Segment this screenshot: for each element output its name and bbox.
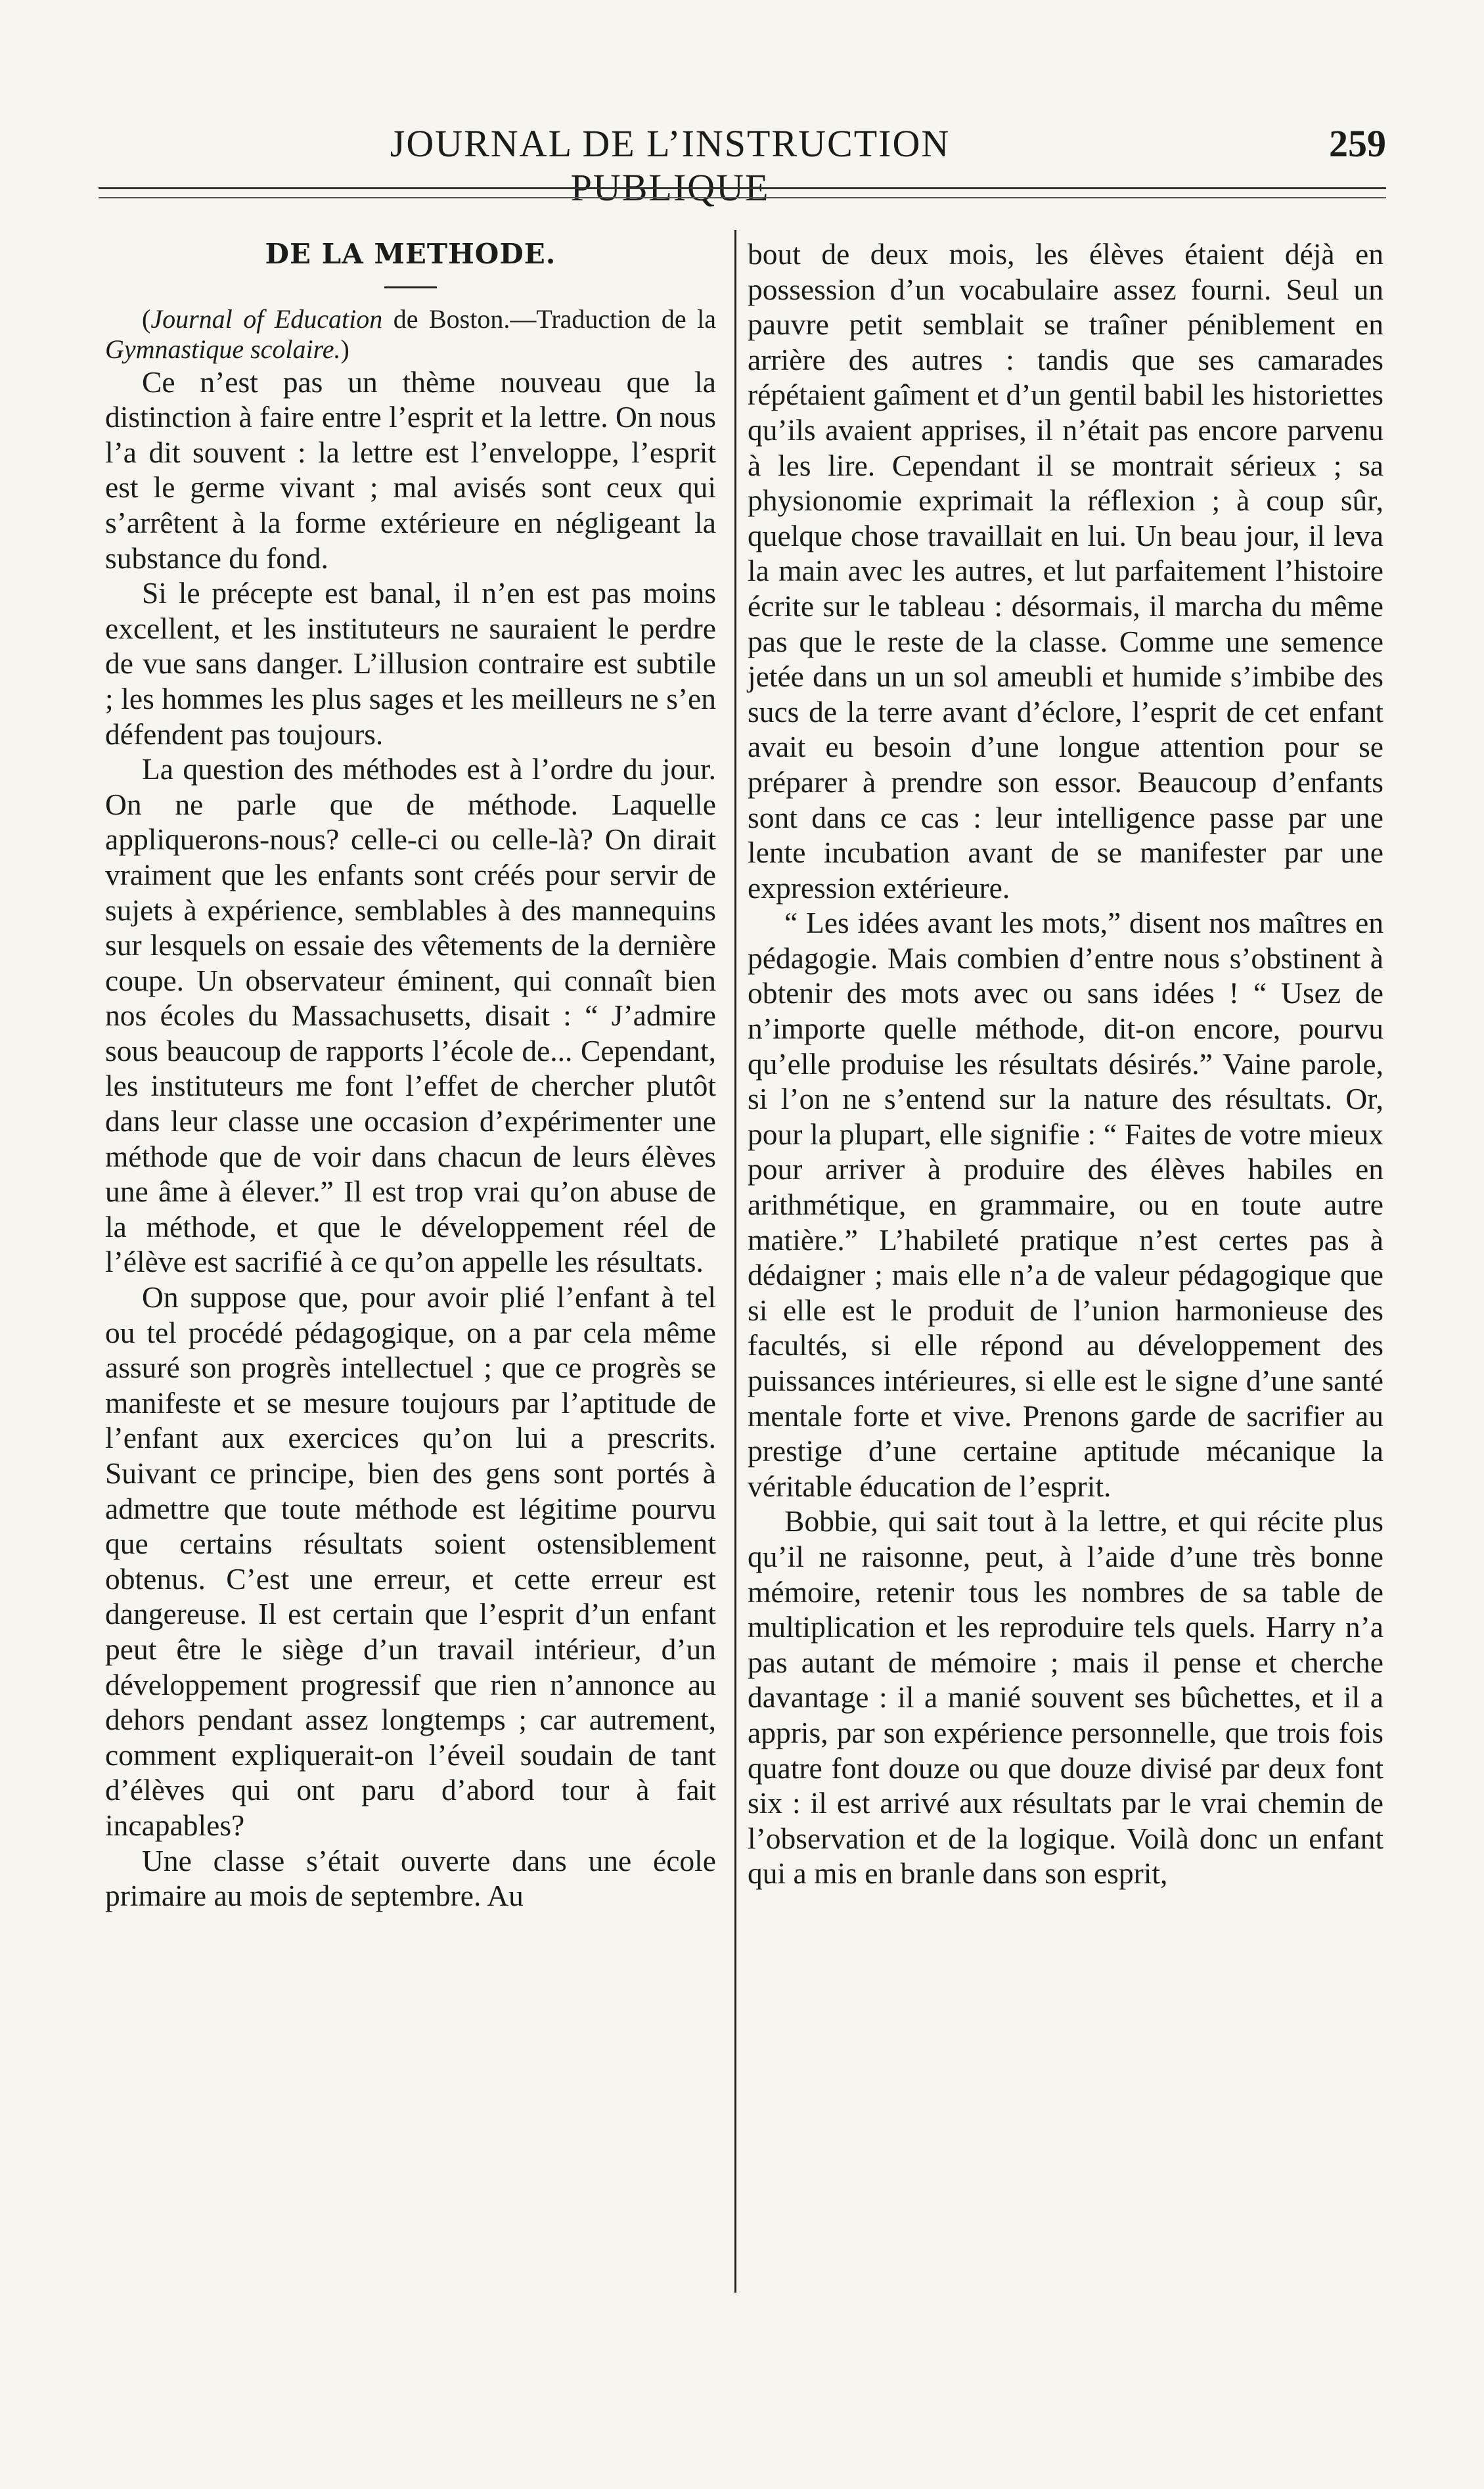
paragraph: Si le précepte est banal, il n’en est pas moins excellent, et les instituteurs ne sauraient le perdre de vue sans danger. L’illusion contraire est subtile ; les hommes les plus sages et les meilleurs ne s’en défendent pas toujours.	[105, 576, 716, 751]
header-rule-secondary	[99, 197, 1386, 198]
paragraph: La question des méthodes est à l’ordre du jour. On ne parle que de méthode. Laquelle appliquerons-nous? celle-ci ou celle-là? On dirait vraiment que les enfants sont créés pour servir de sujets à expérience, semblables à des mannequins sur lesquels on essaie des vêtements de la dernière coupe. Un observateur éminent, qui connaît bien nos écoles du Massachusetts, disait : “ J’admire sous beaucoup de rapports l’école de... Cependant, les instituteurs me font l’effet de chercher plutôt dans leur classe une occasion d’expérimenter une méthode que de voir dans chacun de leurs élèves une âme à élever.” Il est trop vrai qu’on abuse de la méthode, et que le développement réel de l’élève est sacrifié à ce qu’on appelle les résultats.	[105, 752, 716, 1279]
article-source	[105, 304, 716, 365]
article-title: DE LA METHODE.	[265, 238, 556, 270]
right-column	[748, 236, 1383, 1891]
paragraph: “ Les idées avant les mots,” disent nos maîtres en pédagogie. Mais combien d’entre nous s’obstinent à obtenir des mots avec ou sans idées ! “ Usez de n’importe quelle méthode, dit-on encore, pourvu qu’elle produise les résultats désirés.” Vaine parole, si l’on ne s’entend sur la nature des résultats. Or, pour la plupart, elle signifie : “ Faites de votre mieux pour arriver à produire des élèves habiles en arithmétique, en grammaire, ou en toute autre matière.” L’habileté pratique n’est certes pas à dédaigner ; mais elle n’a de valeur pédagogique que si elle est le produit de l’union harmonieuse des facultés, si elle répond au développement des puissances intérieures, si elle est le signe d’une santé mentale forte et vive. Prenons garde de sacrifier au prestige d’une certaine aptitude mécanique la véritable éducation de l’esprit.	[748, 906, 1383, 1503]
paragraph: On suppose que, pour avoir plié l’enfant à tel ou tel procédé pédagogique, on a par cela même assuré son progrès intellectuel ; que ce progrès se manifeste et se mesure toujours par l’aptitude de l’enfant aux exercices qu’on lui a prescrits. Suivant ce principe, bien des gens sont portés à admettre que toute méthode est légitime pourvu que certains résultats soient ostensiblement obtenus. C’est une erreur, et cette erreur est dangereuse. Il est certain que l’esprit d’un enfant peut être le siège d’un travail intérieur, d’un développement progressif que rien n’annonce au dehors pendant assez longtemps ; car autrement, comment expliquerait-on l’éveil soudain de tant d’élèves qui ont paru d’abord tour à fait incapables?	[105, 1280, 716, 1842]
header-rule	[99, 187, 1386, 189]
paragraph: bout de deux mois, les élèves étaient déjà en possession d’un vocabulaire assez fourni. Seul un pauvre petit semblait se traîner péniblement en arrière des autres : tandis que ses camarades répétaient gaîment et d’un gentil babil les historiettes qu’ils avaient apprises, il n’était pas encore parvenu à les lire. Cependant il se montrait sérieux ; sa physionomie exprimait la réflexion ; à coup sûr, quelque chose travaillait en lui. Un beau jour, il leva la main avec les autres, et lut parfaitement l’histoire écrite sur le tableau : désormais, il marcha du même pas que le reste de la classe. Comme une semence jetée dans un un sol ameubli et humide s’imbibe des sucs de la terre avant d’éclore, l’esprit de cet enfant avait eu besoin d’une longue attention pour se préparer à prendre son essor. Beaucoup d’enfants sont dans ce cas : leur intelligence passe par une lente incubation avant de se manifester par une expression extérieure.	[748, 237, 1383, 905]
source-journal: Journal of Education	[150, 303, 383, 334]
source-close-paren: )	[340, 334, 349, 364]
journal-title: JOURNAL DE L’INSTRUCTION PUBLIQUE	[390, 122, 951, 209]
source-open-paren: (	[142, 303, 151, 334]
source-text: de Boston.—Traduction de la	[382, 303, 716, 334]
source-translation: Gymnastique scolaire.	[105, 334, 341, 364]
left-column	[105, 236, 716, 1914]
running-header	[99, 122, 1386, 209]
column-divider	[734, 230, 736, 2293]
page-number: 259	[1329, 122, 1386, 165]
paragraph: Bobbie, qui sait tout à la lettre, et qui récite plus qu’il ne raisonne, peut, à l’aide d’une très bonne mémoire, retenir tous les nombres de sa table de multiplication et les reproduire tels quels. Harry n’a pas autant de mémoire ; mais il pense et cherche davantage : il a manié souvent ses bûchettes, et il a appris, par son expérience personnelle, que trois fois quatre font douze ou que douze divisé par deux font six : il est arrivé aux résultats par le vrai chemin de l’observation et de la logique. Voilà donc un enfant qui a mis en branle dans son esprit,	[748, 1504, 1383, 1891]
title-rule	[384, 286, 437, 288]
paragraph: Une classe s’était ouverte dans une école primaire au mois de septembre. Au	[105, 1843, 716, 1913]
paragraph: Ce n’est pas un thème nouveau que la distinction à faire entre l’esprit et la lettre. On nous l’a dit souvent : la lettre est l’enveloppe, l’esprit est le germe vivant ; mal avisés sont ceux qui s’arrêtent à la forme extérieure en négligeant la substance du fond.	[105, 365, 716, 575]
